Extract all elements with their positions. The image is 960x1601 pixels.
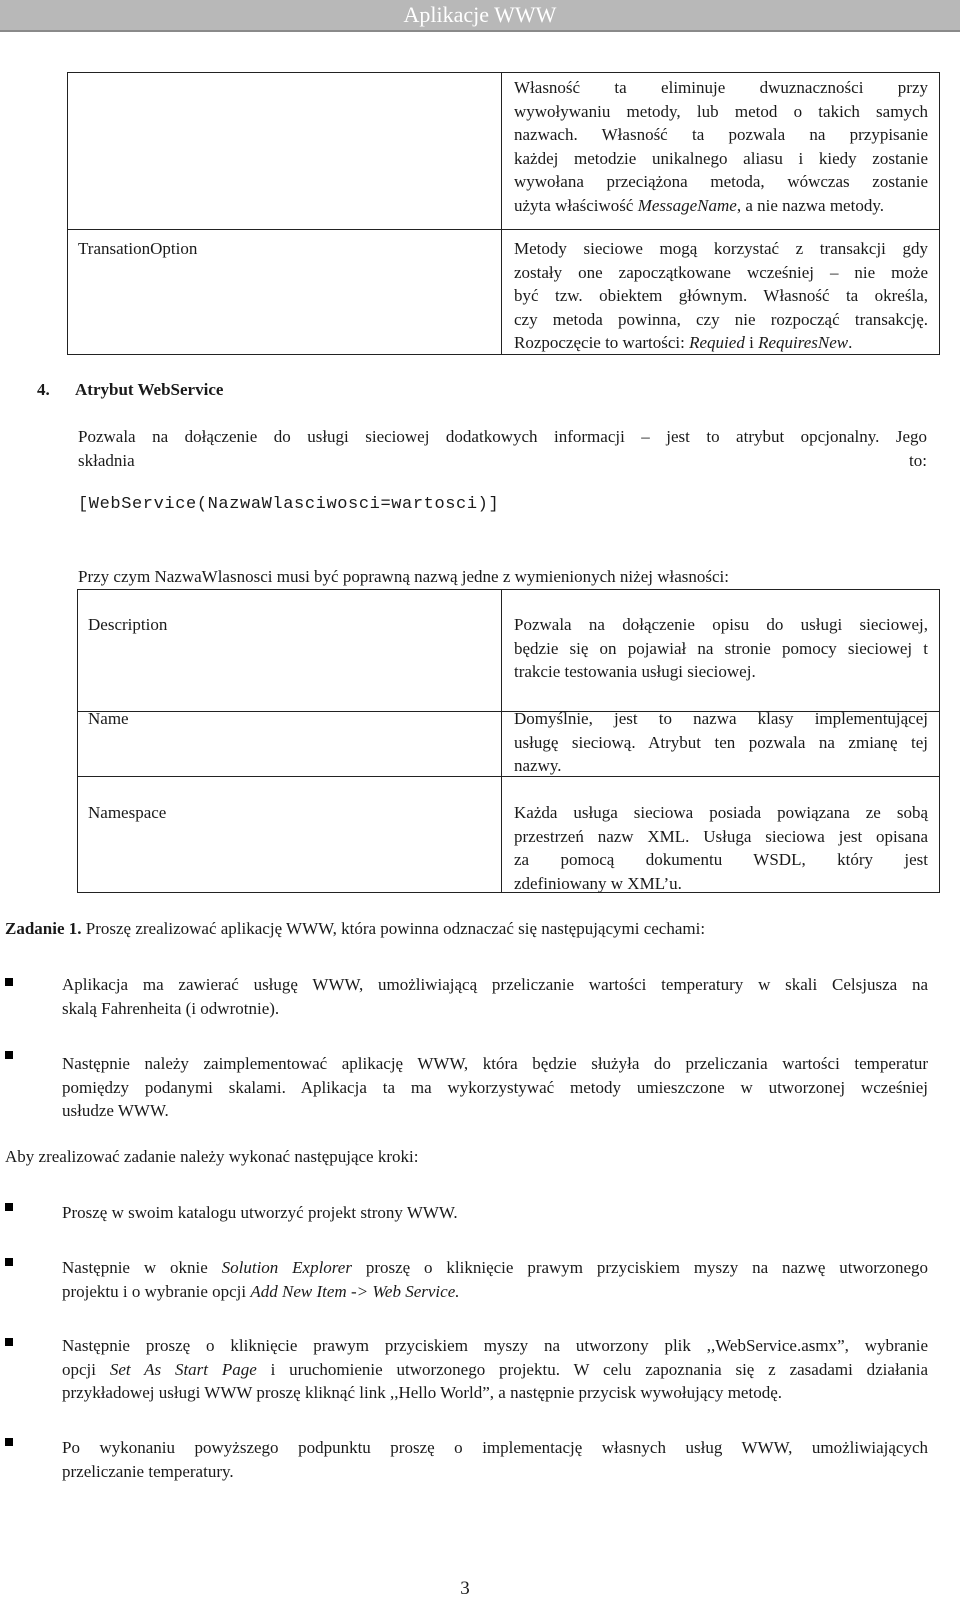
properties-intro: Przy czym NazwaWlasnosci musi być poprawną nazwą jedne z wymienionych niżej własności: — [78, 567, 729, 586]
text-line: skalą Fahrenheita (i odwrotnie). — [62, 998, 280, 1018]
bullet-marker — [5, 1258, 13, 1266]
text-line: przeliczanie temperatury. — [62, 1461, 234, 1481]
text-run: i — [744, 333, 759, 352]
task-label: Zadanie 1. — [5, 919, 82, 938]
text-run: użyta właściwość — [514, 195, 638, 215]
text-line: Pozwala na dołączenie opisu do usługi sieciowej, — [514, 615, 928, 634]
text-line — [514, 331, 928, 355]
text-run: Rozpoczęcie to wartości: — [514, 333, 690, 352]
text-line: przestrzeń nazw XML. Usługa sieciowa jest opisana — [514, 826, 928, 846]
text-line: być tzw. obiektem głównym. Własność ta określa, — [514, 286, 928, 305]
section-title: Atrybut WebService — [75, 380, 224, 399]
text-line: Własność ta eliminuje dwuznaczności przy — [514, 78, 928, 97]
text-line: trakcie testowania usługi sieciowej. — [514, 662, 756, 681]
text-run: to: — [909, 450, 927, 470]
text-run: składnia — [78, 450, 135, 470]
bullet-marker — [5, 1203, 13, 1211]
text-run: proszę o kliknięcie prawym przyciskiem myszy na nazwę utworzonego — [351, 1258, 929, 1277]
page-number: 3 — [460, 1578, 470, 1599]
text-line — [514, 194, 928, 218]
step-2 — [62, 1256, 928, 1303]
text-run: , a nie nazwa metody. — [736, 195, 884, 215]
text-line: za pomocą dokumentu WSDL, który jest — [514, 850, 928, 869]
table-2-row-name: Name — [88, 709, 129, 728]
code-snippet: [WebService(NazwaWlasciwosci=wartosci)] — [78, 495, 500, 514]
task-requirement-2 — [62, 1052, 928, 1123]
text-line: usługę sieciową. Atrybut ten pozwala na zmianę tej — [514, 732, 928, 752]
text-line: Pozwala na dołączenie do usługi sieciowej dodatkowych informacji – jest to atrybut opcjonalny. Jego — [78, 427, 927, 446]
task-text: Proszę zrealizować aplikację WWW, która powinna odznaczać się następującymi cechami: — [81, 919, 706, 938]
text-run: projektu i o wybranie opcji — [62, 1281, 251, 1301]
table-2-row-description — [514, 801, 928, 895]
text-line: zdefiniowany w XML’u. — [514, 873, 682, 893]
table-2-column-divider — [501, 589, 502, 893]
bullet-marker — [5, 1051, 13, 1059]
text-line: Następnie należy zaimplementować aplikację WWW, która będzie służyła do przeliczania wartości temperatur — [62, 1054, 928, 1073]
text-line: usłudze WWW. — [62, 1101, 169, 1120]
text-line — [62, 1280, 928, 1304]
text-run: Następnie w oknie — [62, 1258, 222, 1277]
page-header-title: Aplikacje WWW — [403, 2, 557, 27]
task-requirement-1 — [62, 973, 928, 1020]
text-line: wywołana przeciążona metoda, wówczas zostanie — [514, 172, 928, 191]
text-line: Po wykonaniu powyższego podpunktu proszę o implementację własnych usług WWW, umożliwiających — [62, 1438, 928, 1457]
text-line: Następnie proszę o kliknięcie prawym przyciskiem myszy na utworzony plik ,,WebService.asmx”, wybranie — [62, 1336, 928, 1355]
step-4 — [62, 1436, 928, 1483]
text-line: Domyślnie, jest to nazwa klasy implementującej — [514, 709, 928, 728]
step-3 — [62, 1334, 928, 1405]
text-line: nazwach. Własność ta pozwala na przypisanie — [514, 125, 928, 144]
bullet-marker — [5, 978, 13, 986]
table-1-row2-name: TransationOption — [78, 239, 198, 258]
text-line: czy metoda powinna, czy nie rozpocząć transakcję. — [514, 309, 928, 329]
table-1-column-divider — [501, 72, 502, 355]
text-run: . — [848, 333, 853, 352]
text-line: będzie się on pojawiał na stronie pomocy sieciowej t — [514, 638, 928, 658]
table-1-row2-description — [514, 237, 928, 355]
text-line: pomiędzy podanymi skalami. Aplikacja ta ma wykorzystywać metody umieszczone w utworzonej wcześniej — [62, 1077, 928, 1097]
table-2-row-name: Namespace — [88, 803, 167, 822]
text-line: Każda usługa sieciowa posiada powiązana ze sobą — [514, 803, 928, 822]
steps-intro: Aby zrealizować zadanie należy wykonać następujące kroki: — [5, 1147, 419, 1166]
text-line: nazwy. — [514, 756, 562, 775]
section-paragraph — [78, 425, 927, 472]
italic-term: Requied — [689, 333, 745, 352]
text-line — [78, 449, 927, 473]
italic-term: Add New Item -> Web Service. — [250, 1281, 460, 1301]
text-line: przykładowej usługi WWW proszę kliknąć link ,,Hello World”, a następnie przycisk wywołujący metodę. — [62, 1383, 782, 1402]
italic-term: Set As Start Page — [109, 1359, 257, 1379]
task-heading — [5, 917, 705, 941]
text-line — [62, 1358, 928, 1382]
bullet-marker — [5, 1338, 13, 1346]
text-line: zostały one zapoczątkowane wcześniej – nie może — [514, 262, 928, 282]
text-line: każdej metodzie unikalnego aliasu i kiedy zostanie — [514, 148, 928, 168]
text-line — [62, 1256, 928, 1280]
text-line: Metody sieciowe mogą korzystać z transakcji gdy — [514, 239, 928, 258]
table-2-row-description — [514, 707, 928, 778]
section-number: 4. — [37, 380, 50, 399]
text-line: Aplikacja ma zawierać usługę WWW, umożliwiającą przeliczanie wartości temperatury w skali Celsjusza na — [62, 975, 928, 994]
text-run: opcji — [62, 1359, 110, 1379]
table-2-row-description — [514, 613, 928, 684]
italic-term: MessageName — [637, 195, 737, 215]
text-run: i uruchomienie utworzonego projektu. W celu zapoznania się z zasadami działania — [256, 1359, 928, 1379]
page-header-bar — [0, 0, 960, 32]
italic-term: RequiresNew — [758, 333, 849, 352]
bullet-marker — [5, 1438, 13, 1446]
step-1: Proszę w swoim katalogu utworzyć projekt strony WWW. — [62, 1203, 458, 1222]
table-1-row1-description — [514, 76, 928, 217]
italic-term: Solution Explorer — [221, 1258, 352, 1277]
table-2-row-name: Description — [88, 615, 168, 634]
table-1-row-divider — [67, 229, 940, 230]
text-line: wywoływaniu metody, lub metod o takich samych — [514, 101, 928, 121]
